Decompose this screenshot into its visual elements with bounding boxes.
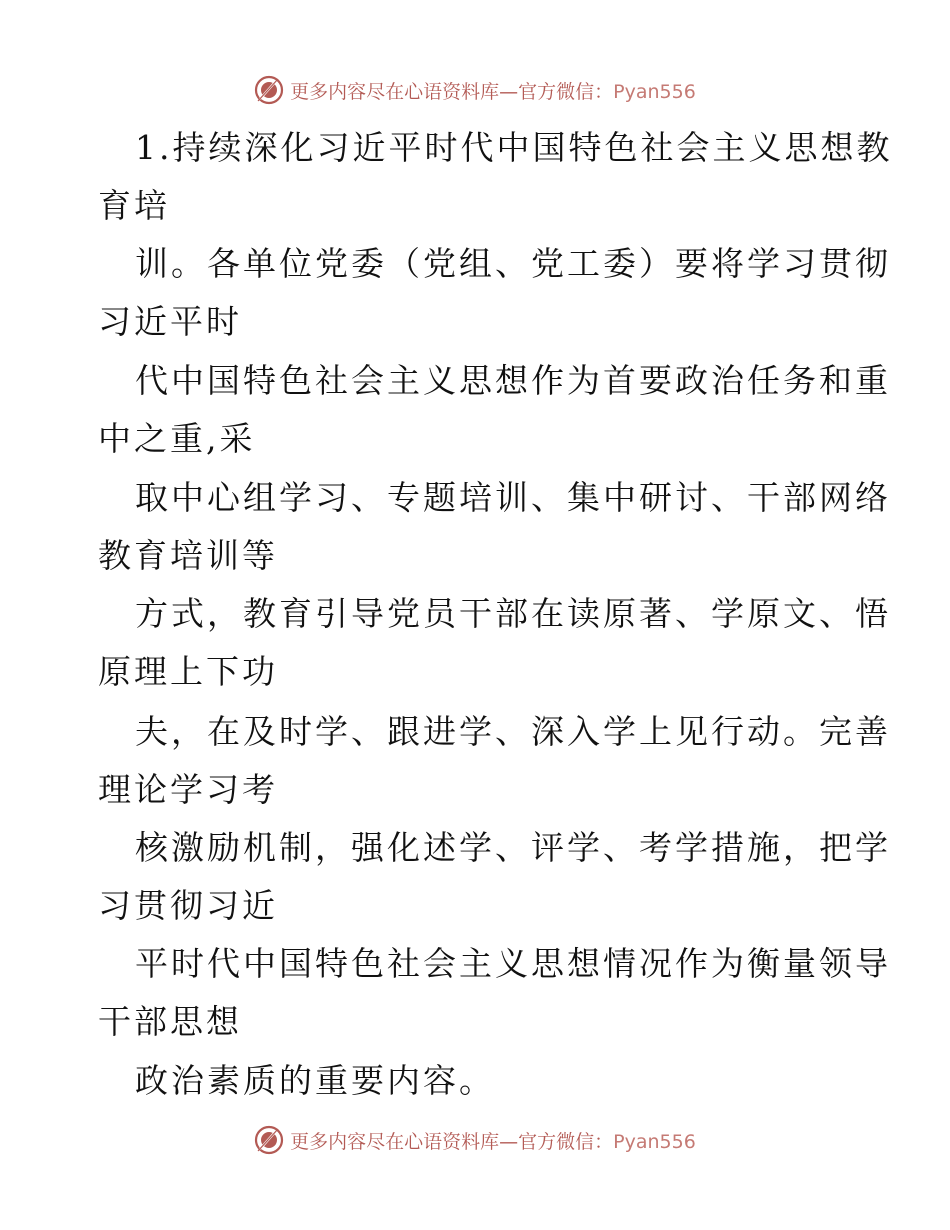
body-line: 原理上下功 xyxy=(98,652,278,691)
body-line: 教育培训等 xyxy=(98,536,278,575)
pen-seal-icon xyxy=(254,75,284,105)
body-line: 平时代中国特色社会主义思想情况作为衡量领导 xyxy=(135,944,891,983)
watermark-text: 更多内容尽在心语资料库—官方微信：Pyan556 xyxy=(290,1130,696,1153)
body-line: 核激励机制，强化述学、评学、考学措施，把学 xyxy=(135,828,891,867)
body-line: 夫，在及时学、跟进学、深入学上见行动。完善 xyxy=(135,712,891,751)
body-line: 取中心组学习、专题培训、集中研讨、干部网络 xyxy=(135,478,891,517)
body-line: 方式，教育引导党员干部在读原著、学原文、悟 xyxy=(135,594,891,633)
watermark-text: 更多内容尽在心语资料库—官方微信：Pyan556 xyxy=(290,80,696,103)
body-line: 习近平时 xyxy=(98,302,242,341)
body-line: 1.持续深化习近平时代中国特色社会主义思想教 xyxy=(135,128,893,167)
header-watermark xyxy=(0,70,950,110)
footer-watermark xyxy=(0,1120,950,1160)
body-line: 中之重,采 xyxy=(98,419,256,458)
body-line: 习贯彻习近 xyxy=(98,886,278,925)
body-line: 干部思想 xyxy=(98,1002,242,1041)
body-line: 理论学习考 xyxy=(98,770,278,809)
body-line: 政治素质的重要内容。 xyxy=(135,1061,495,1100)
body-line: 训。各单位党委（党组、党工委）要将学习贯彻 xyxy=(135,244,891,283)
body-line: 育培 xyxy=(98,186,170,225)
pen-seal-icon xyxy=(254,1125,284,1155)
body-line: 代中国特色社会主义思想作为首要政治任务和重 xyxy=(135,361,891,400)
